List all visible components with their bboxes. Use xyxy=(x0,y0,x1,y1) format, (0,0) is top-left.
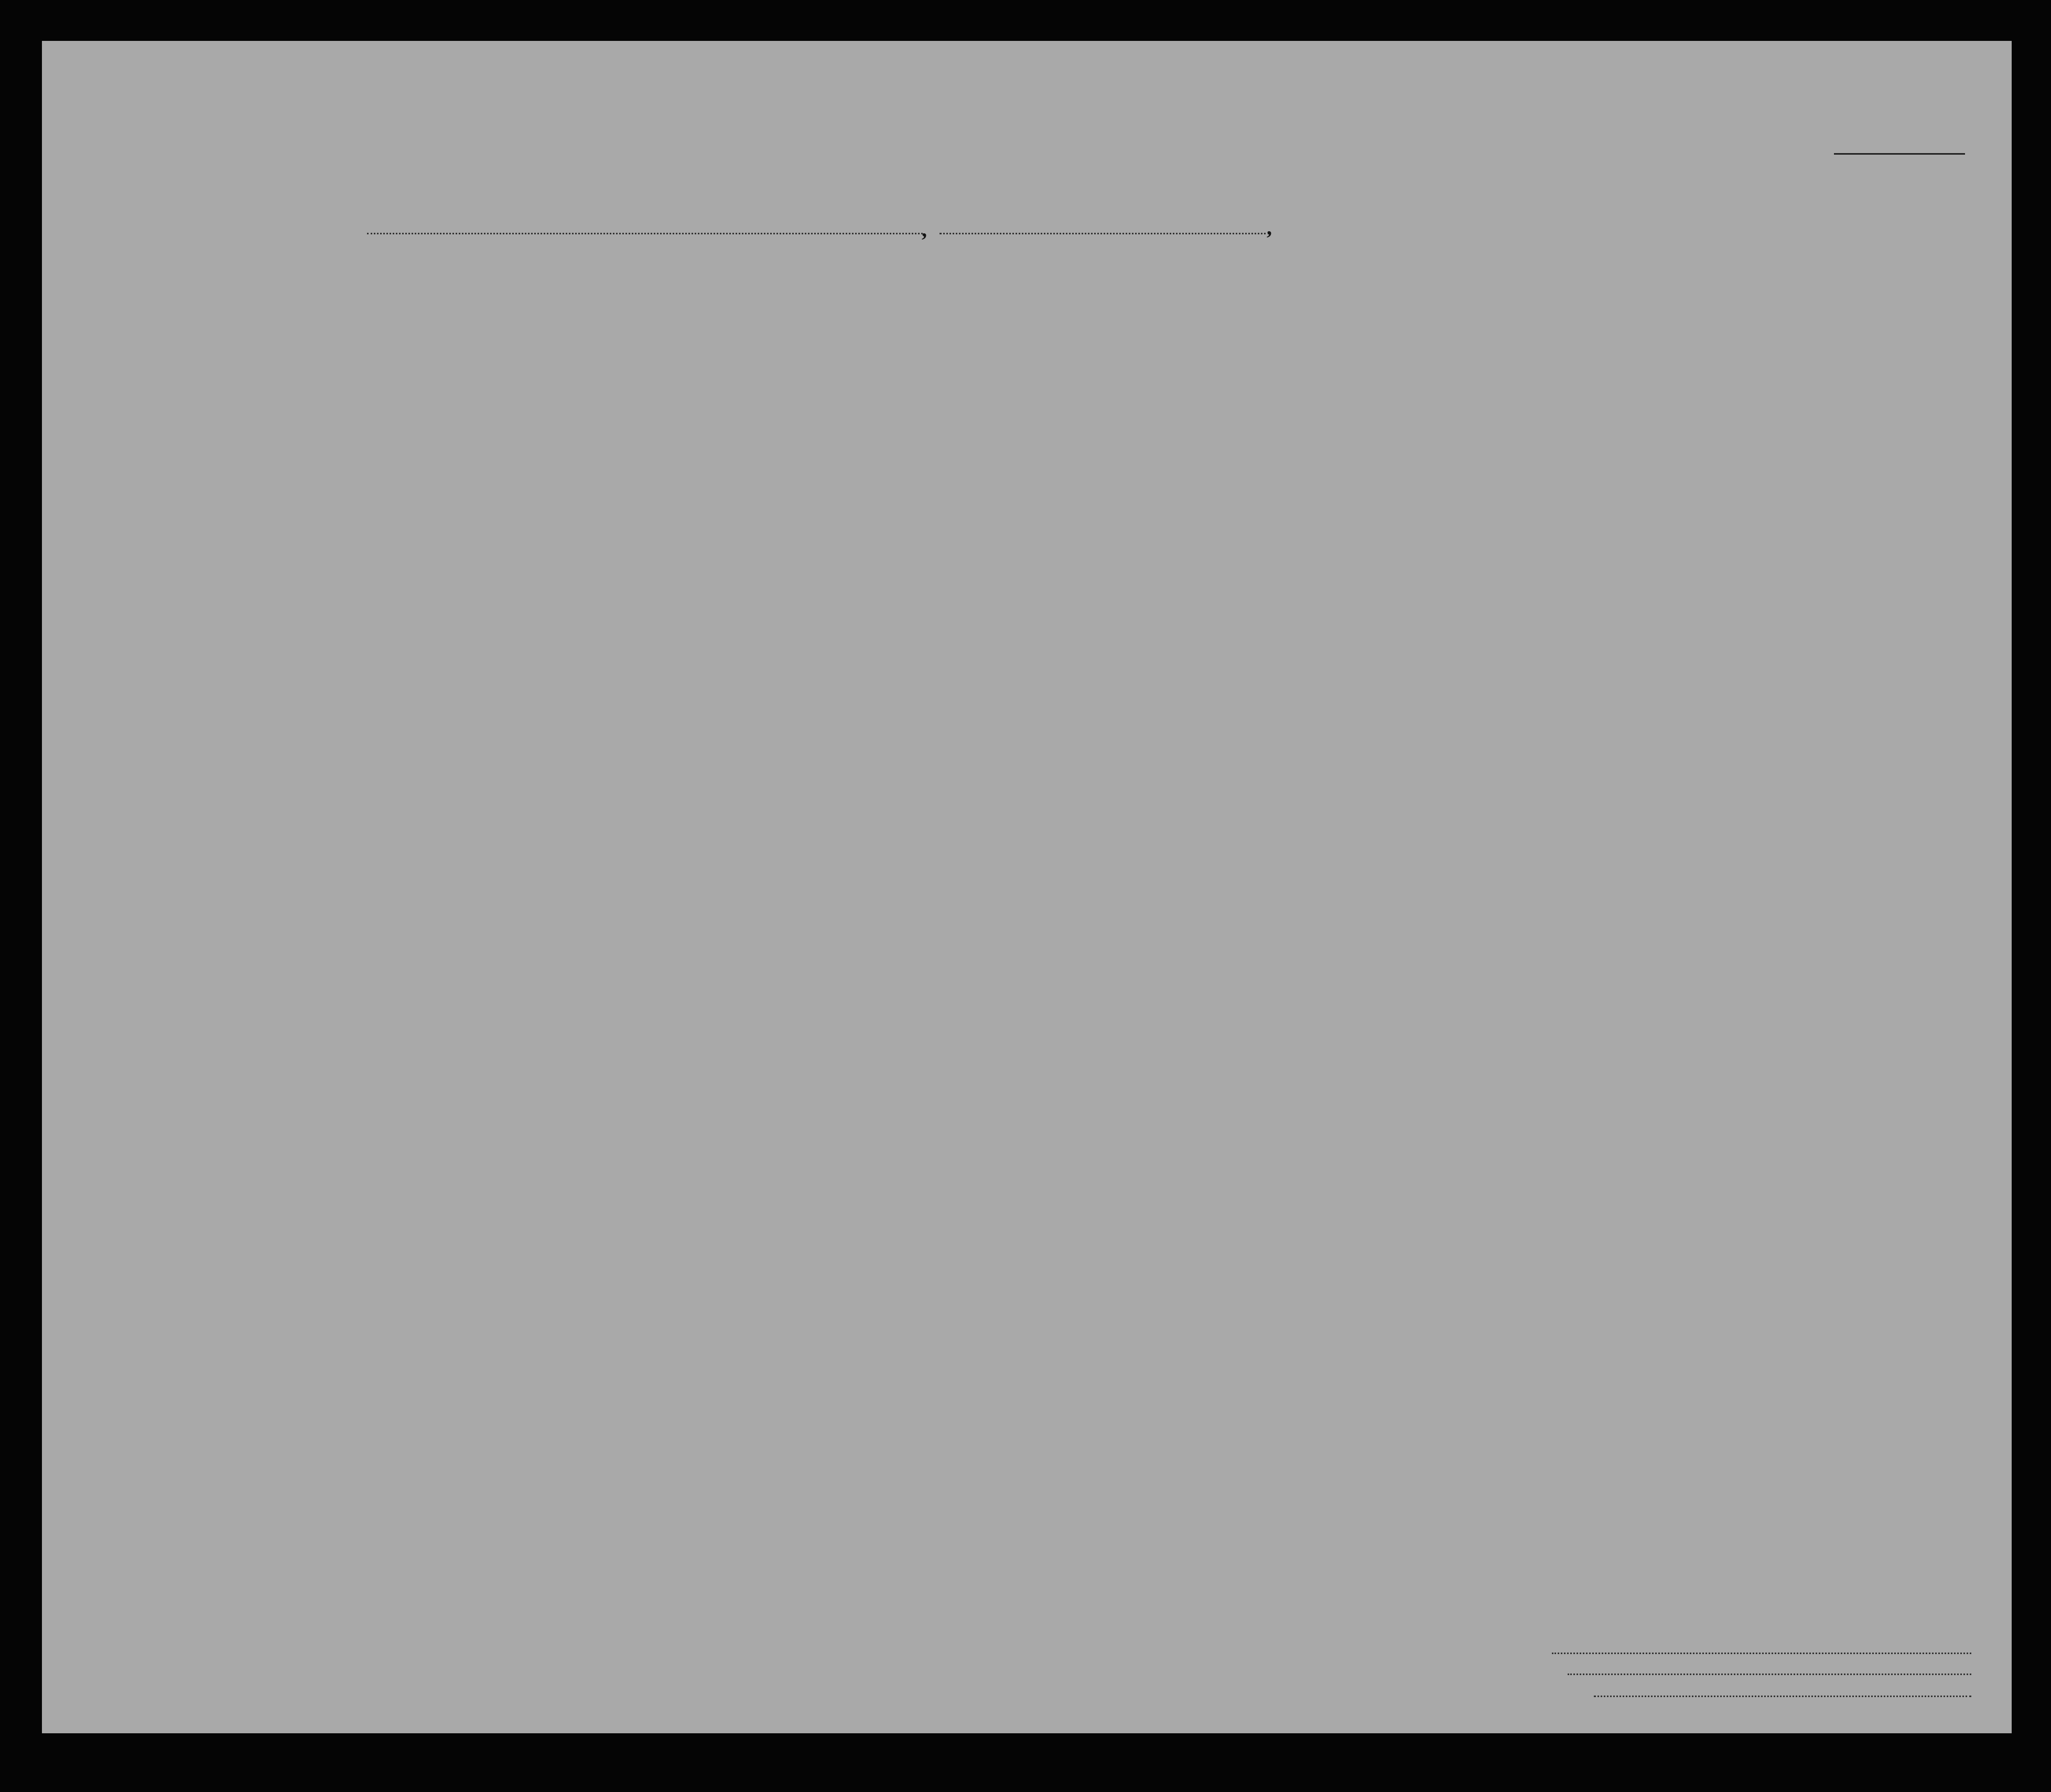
line-underline xyxy=(1552,1653,1971,1654)
comma: , xyxy=(922,218,927,241)
form-grid xyxy=(42,41,2012,1733)
overthrow-header xyxy=(1447,303,1463,460)
citizen-header xyxy=(1279,338,1295,463)
return-header xyxy=(1195,338,1211,463)
money-header xyxy=(733,303,752,460)
ticket-header xyxy=(640,303,659,460)
labor-offer-header xyxy=(1493,303,1509,460)
feet-header xyxy=(1683,408,1696,460)
deported-header xyxy=(1541,303,1557,460)
agents-underline xyxy=(1594,1696,1971,1697)
prison-header xyxy=(1325,303,1341,460)
anarchist-header xyxy=(1399,303,1415,460)
comma: , xyxy=(1267,215,1272,239)
length-header xyxy=(1237,338,1253,463)
owners-underline xyxy=(1568,1674,1971,1675)
polygamist-header xyxy=(1369,303,1385,460)
inches-header xyxy=(1708,408,1721,460)
excluded-header xyxy=(1517,303,1533,460)
manifest-sheet xyxy=(42,41,2012,1733)
